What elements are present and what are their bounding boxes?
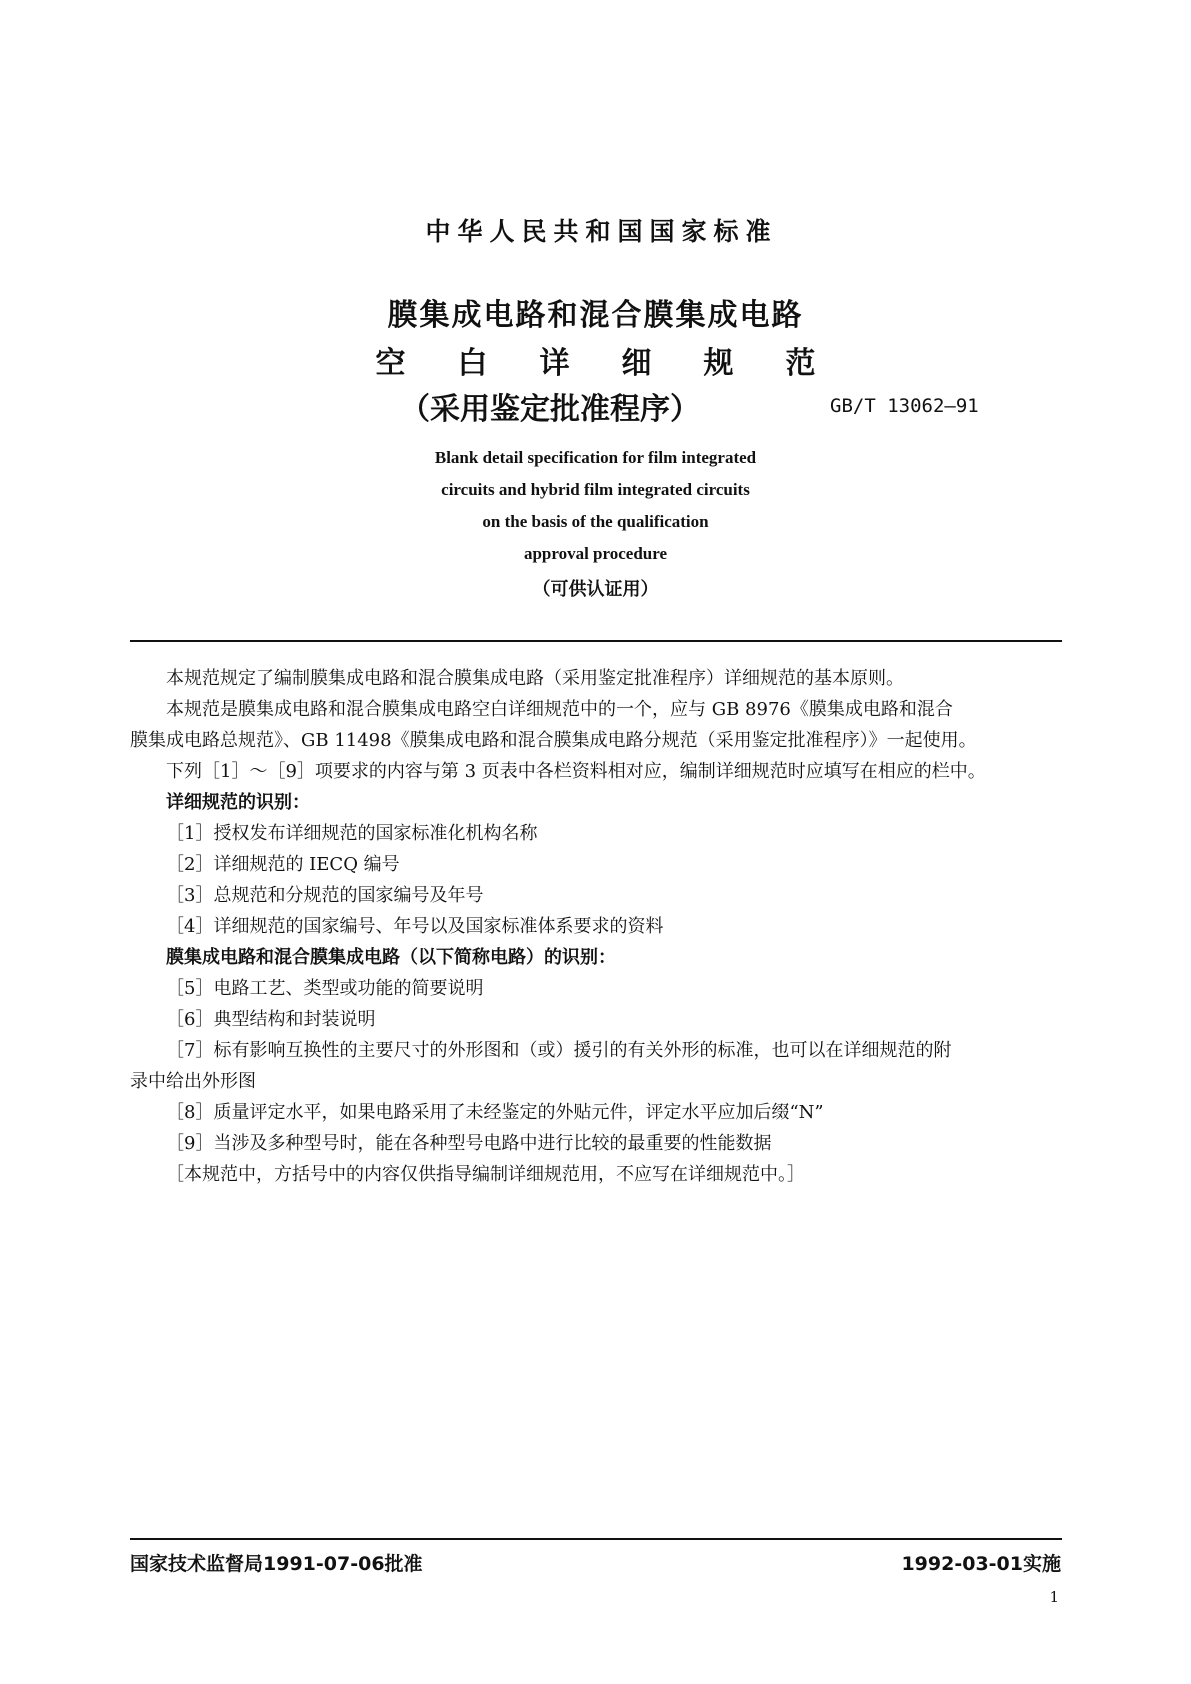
title-char: 规 (703, 346, 734, 381)
bottom-divider (130, 1538, 1062, 1540)
title-char: 范 (785, 346, 816, 381)
section-heading-spec-id: 详细规范的识别： (166, 792, 310, 813)
list-item: ［8］质量评定水平，如果电路采用了未经鉴定的外贴元件，评定水平应加后缀“N” (166, 1102, 824, 1123)
english-title-line: Blank detail specification for film integrated (434, 448, 757, 467)
english-title-line: on the basis of the qualification (482, 512, 709, 531)
title-line-1: 膜集成电路和混合膜集成电路 (387, 298, 804, 333)
title-char: 细 (621, 346, 652, 381)
title-char: 空 (375, 346, 406, 381)
title-line-3: （采用鉴定批准程序） (400, 392, 700, 427)
paragraph-2-line-1: 本规范是膜集成电路和混合膜集成电路空白详细规范中的一个，应与 GB 8976《膜集成电路和混合 (166, 699, 953, 720)
page-number: 1 (1049, 1588, 1059, 1606)
bracket-note: ［本规范中，方括号中的内容仅供指导编制详细规范用，不应写在详细规范中。］ (166, 1164, 805, 1185)
approval-date: 国家技术监督局1991-07-06批准 (130, 1553, 423, 1575)
section-heading-circuit-id: 膜集成电路和混合膜集成电路（以下简称电路）的识别： (166, 947, 616, 968)
english-title-line: circuits and hybrid film integrated circuits (441, 480, 750, 499)
effective-date: 1992-03-01实施 (901, 1553, 1061, 1575)
list-item: ［2］详细规范的 IECQ 编号 (166, 854, 400, 875)
list-item: ［3］总规范和分规范的国家编号及年号 (166, 885, 484, 906)
list-item: ［1］授权发布详细规范的国家标准化机构名称 (166, 823, 538, 844)
paragraph-3: 下列［1］～［9］项要求的内容与第 3 页表中各栏资料相对应，编制详细规范时应填写在相应的栏中。 (166, 761, 986, 782)
list-item: ［6］典型结构和封装说明 (166, 1009, 376, 1030)
certification-note: （可供认证用） (532, 579, 659, 600)
paragraph-1: 本规范规定了编制膜集成电路和混合膜集成电路（采用鉴定批准程序）详细规范的基本原则。 (166, 668, 904, 689)
title-char: 详 (539, 346, 570, 381)
title-line-2 (0, 338, 1191, 382)
top-divider (130, 640, 1062, 642)
list-item-continuation: 录中给出外形图 (130, 1071, 256, 1092)
english-title-line: approval procedure (523, 544, 668, 563)
list-item: ［7］标有影响互换性的主要尺寸的外形图和（或）援引的有关外形的标准，也可以在详细规范的附 (166, 1040, 952, 1061)
title-char: 白 (457, 346, 488, 381)
standard-name: 中华人民共和国国家标准 (425, 217, 778, 246)
paragraph-2-line-2: 膜集成电路总规范》、GB 11498《膜集成电路和混合膜集成电路分规范（采用鉴定批准程序）》一起使用。 (130, 730, 977, 751)
list-item: ［9］当涉及多种型号时，能在各种型号电路中进行比较的最重要的性能数据 (166, 1133, 772, 1154)
list-item: ［4］详细规范的国家编号、年号以及国家标准体系要求的资料 (166, 916, 664, 937)
gb-number: GB/T 13062—91 (830, 395, 979, 417)
list-item: ［5］电路工艺、类型或功能的简要说明 (166, 978, 484, 999)
